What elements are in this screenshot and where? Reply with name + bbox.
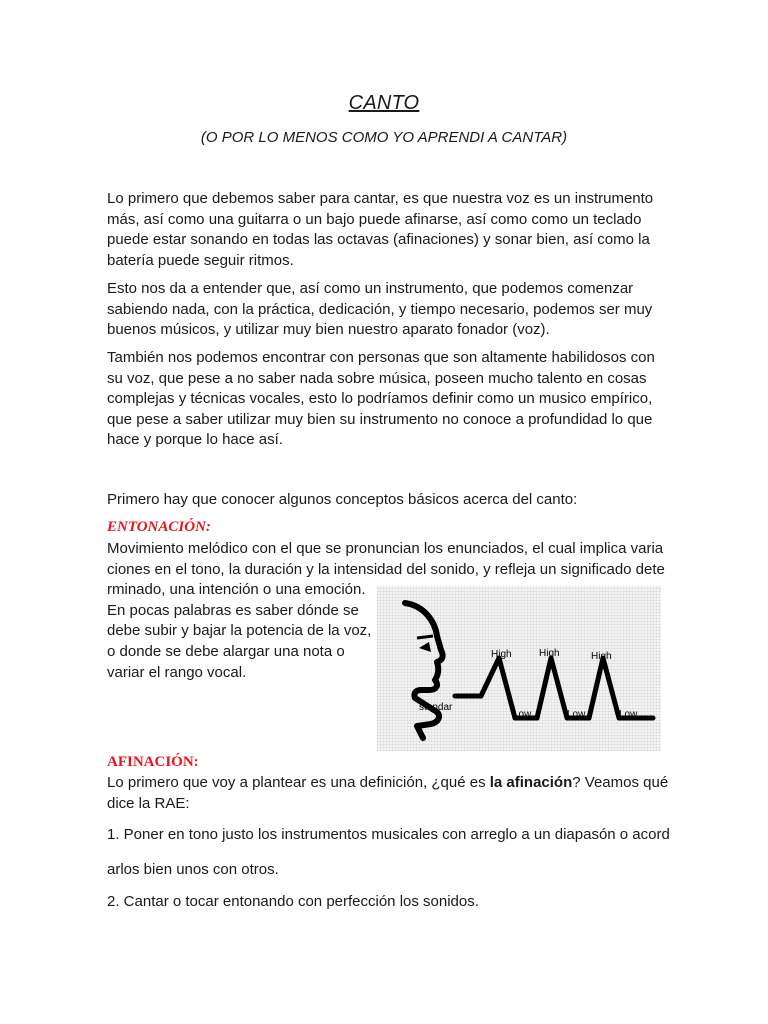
definition-2 <box>107 892 667 913</box>
paragraph-line: Esto nos da a entender que, así como un instrumento, que podemos comenzar <box>107 280 634 297</box>
paragraph-line: que pese a saber utilizar muy bien su instrumento no conoce a profundidad lo que <box>107 410 653 428</box>
definition-1-line2 <box>107 860 667 881</box>
label-low: Low <box>567 709 586 720</box>
paragraph-line <box>107 773 667 794</box>
paragraph-line: rminado, una intención o una emoción. <box>107 581 366 599</box>
paragraph-empirical-musician <box>107 348 667 451</box>
paragraph-line: ciones en el tono, la duración y la intensidad del sonido, y refleja un significado dete <box>107 560 665 578</box>
paragraph-line: buenos músicos, y utilizar muy bien nuestro aparato fonador (voz). <box>107 321 550 339</box>
paragraph-line: su voz, que pese a no saber nada sobre música, poseen mucho talento en cosas <box>107 369 647 387</box>
face-profile-outline <box>405 603 443 738</box>
paragraph-line: hace y porque lo hace así. <box>107 431 283 449</box>
definition-1-line1 <box>107 825 670 846</box>
paragraph-line: o donde se debe alargar una nota o <box>107 642 345 660</box>
entonacion-heading: ENTONACIÓN: <box>107 519 211 535</box>
paragraph-line: 2. Cantar o tocar entonando con perfección los sonidos. <box>107 893 479 910</box>
paragraph-line: Lo primero que debemos saber para cantar, es que nuestra voz es un instrumento <box>107 190 654 207</box>
paragraph-line: batería puede seguir ritmos. <box>107 251 294 269</box>
afinacion-intro <box>107 773 667 814</box>
paragraph-line: En pocas palabras es saber dónde se <box>107 601 359 619</box>
document-subtitle: (O POR LO MENOS COMO YO APRENDI A CANTAR) <box>200 129 568 146</box>
label-low: Low <box>513 709 532 720</box>
brow-line <box>417 636 433 638</box>
afinacion-term: la afinación <box>489 774 573 791</box>
eye-icon <box>419 642 431 652</box>
paragraph-line: sabiendo nada, con la práctica, dedicación, y tiempo necesario, podemos ser muy <box>107 300 653 318</box>
paragraph-line: variar el rango vocal. <box>107 663 247 681</box>
label-high: High <box>491 649 512 660</box>
paragraph-line: 1. Poner en tono justo los instrumentos musicales con arreglo a un diapasón o acord <box>107 826 670 843</box>
afinacion-intro-end: ? Veamos qué <box>572 774 669 791</box>
paragraph-practice <box>107 279 667 341</box>
label-high: High <box>591 651 612 662</box>
label-high: High <box>539 648 560 659</box>
paragraph-line: Primero hay que conocer algunos conceptos básicos acerca del canto: <box>107 491 578 508</box>
paragraph-line: Movimiento melódico con el que se pronuncian los enunciados, el cual implica varia <box>107 540 664 557</box>
paragraph-line: complejas y técnicas vocales, esto lo podríamos definir como un musico empírico, <box>107 390 653 408</box>
paragraph-line: dice la RAE: <box>107 794 190 812</box>
label-low: Low <box>619 709 638 720</box>
afinacion-heading: AFINACIÓN: <box>107 754 199 770</box>
paragraph-line: arlos bien unos con otros. <box>107 861 279 878</box>
label-standard: standar <box>419 702 453 713</box>
intonation-diagram <box>377 586 661 751</box>
intonation-figure <box>377 586 661 751</box>
paragraph-line: puede estar sonando en todas las octavas (afinaciones) y sonar bien, así como la <box>107 231 650 249</box>
paragraph-line: más, así como una guitarra o un bajo puede afinarse, así como como un teclado <box>107 210 642 228</box>
paragraph-basic-concepts <box>107 490 667 511</box>
paragraph-voice-instrument <box>107 189 667 271</box>
paragraph-line: También nos podemos encontrar con personas que son altamente habilidosos con <box>107 349 655 366</box>
document-title: CANTO <box>348 92 420 114</box>
afinacion-intro-start: Lo primero que voy a plantear es una definición, ¿qué es <box>107 774 490 791</box>
paragraph-line: debe subir y bajar la potencia de la voz, <box>107 622 372 640</box>
